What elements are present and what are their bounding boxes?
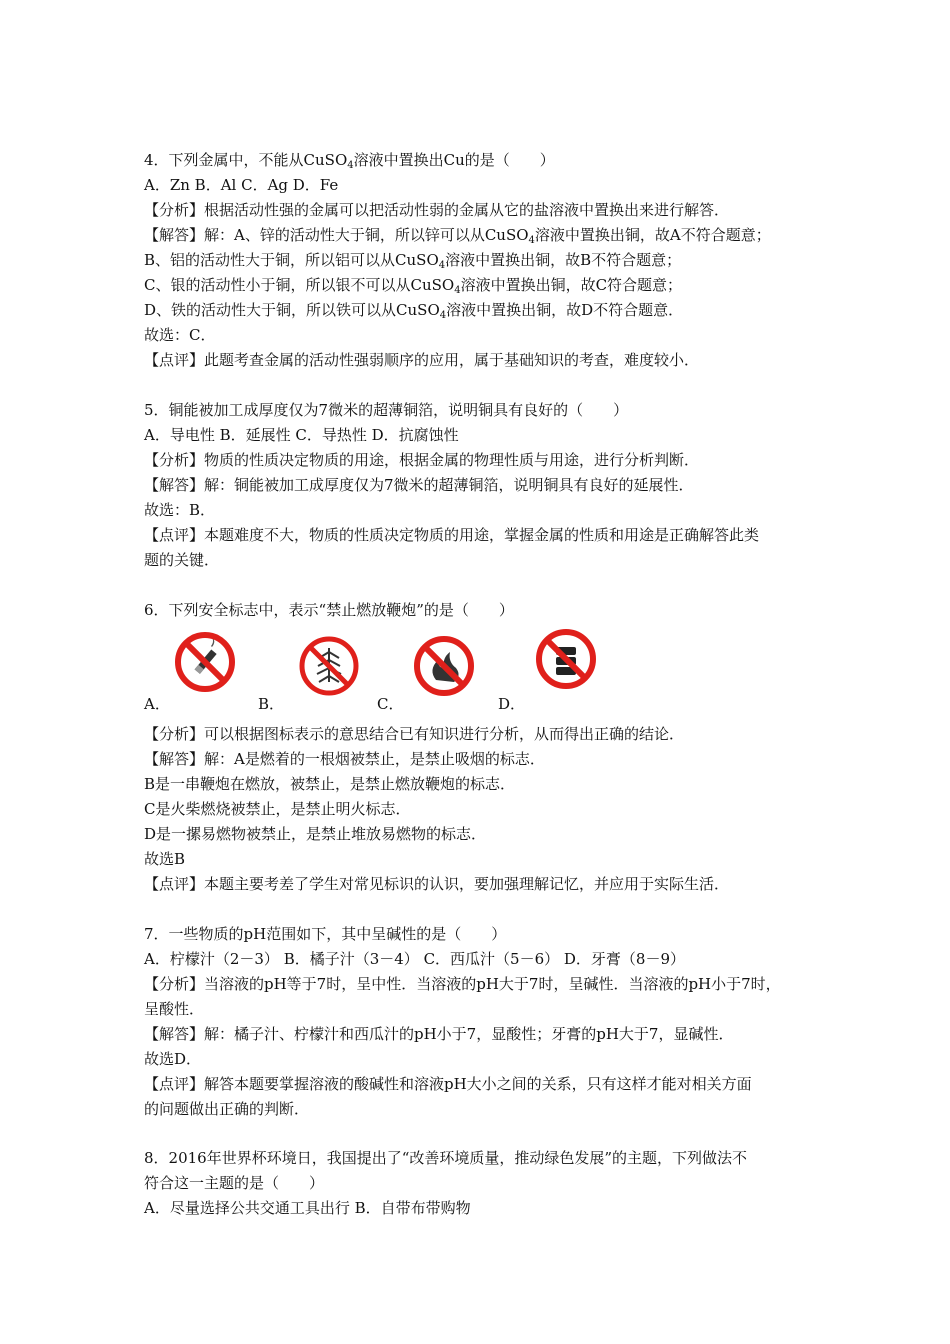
q4-answer-text-b: 溶液中置换出铜，故A不符合题意； [534,226,771,244]
q7-stem: 7．一些物质的pH范围如下，其中呈碱性的是（ ） [144,925,507,943]
q4-options: A．Zn B．Al C．Ag D．Fe [144,176,339,194]
q4-comment: 【点评】此题考查金属的活动性强弱顺序的应用，属于基础知识的考查，难度较小． [144,351,700,369]
q5-stem: 5．铜能被加工成厚度仅为7微米的超薄铜箔，说明铜具有良好的（ ） [144,401,629,419]
q4-line-d-text-b: 溶液中置换出铜，故D不符合题意． [446,301,684,319]
q4-answer-line-d [144,300,683,320]
q5-options: A．导电性 B．延展性 C．导热性 D．抗腐蚀性 [144,426,459,444]
q6-answer-line-2: B是一串鞭炮在燃放，被禁止，是禁止燃放鞭炮的标志． [144,775,516,793]
q6-choice: 故选B [144,850,186,868]
q5-choice: 故选：B． [144,501,216,519]
q6-analysis: 【分析】可以根据图标表示的意思结合已有知识进行分析，从而得出正确的结论． [144,725,685,743]
q4-stem-text-a: 4．下列金属中，不能从CuSO [144,151,348,169]
q4-stem-text-b: 溶液中置换出Cu的是（ ） [353,151,555,169]
q6-label-a: A． [144,695,170,713]
q6-stem: 6．下列安全标志中，表示“禁止燃放鞭炮”的是（ ） [144,601,514,619]
q7-options: A．柠檬汁（2－3） B．橘子汁（3－4） C．西瓜汁（5－6） D．牙膏（8－9） [144,950,686,968]
q4-line-b-text-b: 溶液中置换出铜，故B不符合题意； [445,251,682,269]
no-smoking-icon [173,630,237,694]
q4-answer-line-b [144,250,681,270]
q6-answer-line-3: C是火柴燃烧被禁止，是禁止明火标志． [144,800,411,818]
no-firecrackers-icon [297,634,361,698]
q4-line-c-subscript: 4 [454,285,461,296]
q6-answer-line-4: D是一摞易燃物被禁止，是禁止堆放易燃物的标志． [144,825,487,843]
q4-answer [144,225,771,245]
q4-answer-text-a: 【解答】解：A、锌的活动性大于铜，所以锌可以从CuSO [144,226,529,244]
q7-answer: 【解答】解：橘子汁、柠檬汁和西瓜汁的pH小于7，显酸性；牙膏的pH大于7，显碱性． [144,1025,734,1043]
q4-line-b-subscript: 4 [438,260,446,271]
q5-comment-line-1: 【点评】本题难度不大，物质的性质决定物质的用途，掌握金属的性质和用途是正确解答此类 [144,526,760,544]
q4-stem [144,150,555,170]
q7-choice: 故选D． [144,1050,202,1068]
q7-analysis-line-2: 呈酸性． [144,1000,205,1018]
q4-answer-line-c [144,275,682,295]
q4-analysis: 【分析】根据活动性强的金属可以把活动性弱的金属从它的盐溶液中置换出来进行解答． [144,201,730,219]
q4-line-c-text-a: C、银的活动性小于铜，所以银不可以从CuSO [144,276,455,294]
q7-analysis-line-1: 【分析】当溶液的pH等于7时，呈中性．当溶液的pH大于7时，呈碱性．当溶液的pH小于7时， [144,975,781,993]
q4-line-d-subscript: 4 [439,310,447,321]
q7-comment-line-1: 【点评】解答本题要掌握溶液的酸碱性和溶液pH大小之间的关系，只有这样才能对相关方面 [144,1075,752,1093]
q5-answer: 【解答】解：铜能被加工成厚度仅为7微米的超薄铜箔，说明铜具有良好的延展性． [144,476,694,494]
q5-analysis: 【分析】物质的性质决定物质的用途，根据金属的物理性质与用途，进行分析判断． [144,451,700,469]
q8-options: A．尽量选择公共交通工具出行 B．自带布带购物 [144,1199,471,1217]
q8-stem-line-1: 8．2016年世界杯环境日，我国提出了“改善环境质量，推动绿色发展”的主题，下列做法不 [144,1149,748,1167]
no-open-flame-icon [412,634,476,698]
q4-line-b-text-a: B、铝的活动性大于铜，所以铝可以从CuSO [144,251,439,269]
q4-line-c-text-b: 溶液中置换出铜，故C符合题意； [460,276,683,294]
q4-choice: 故选：C． [144,326,216,344]
q6-answer-line-1: 【解答】解：A是燃着的一根烟被禁止，是禁止吸烟的标志． [144,750,545,768]
q8-stem-line-2: 符合这一主题的是（ ） [144,1174,325,1192]
q6-comment: 【点评】本题主要考差了学生对常见标识的认识，要加强理解记忆，并应用于实际生活． [144,875,730,893]
q5-comment-line-2: 题的关键． [144,551,220,569]
no-flammable-storage-icon [534,627,598,691]
q6-label-b: B． [258,695,285,713]
q7-comment-line-2: 的问题做出正确的判断． [144,1100,310,1118]
q4-stem-subscript: 4 [347,160,354,171]
q4-answer-subscript: 4 [528,235,535,246]
q4-line-d-text-a: D、铁的活动性大于铜，所以铁可以从CuSO [144,301,440,319]
q6-label-d: D． [498,695,526,713]
q6-label-c: C． [377,695,404,713]
